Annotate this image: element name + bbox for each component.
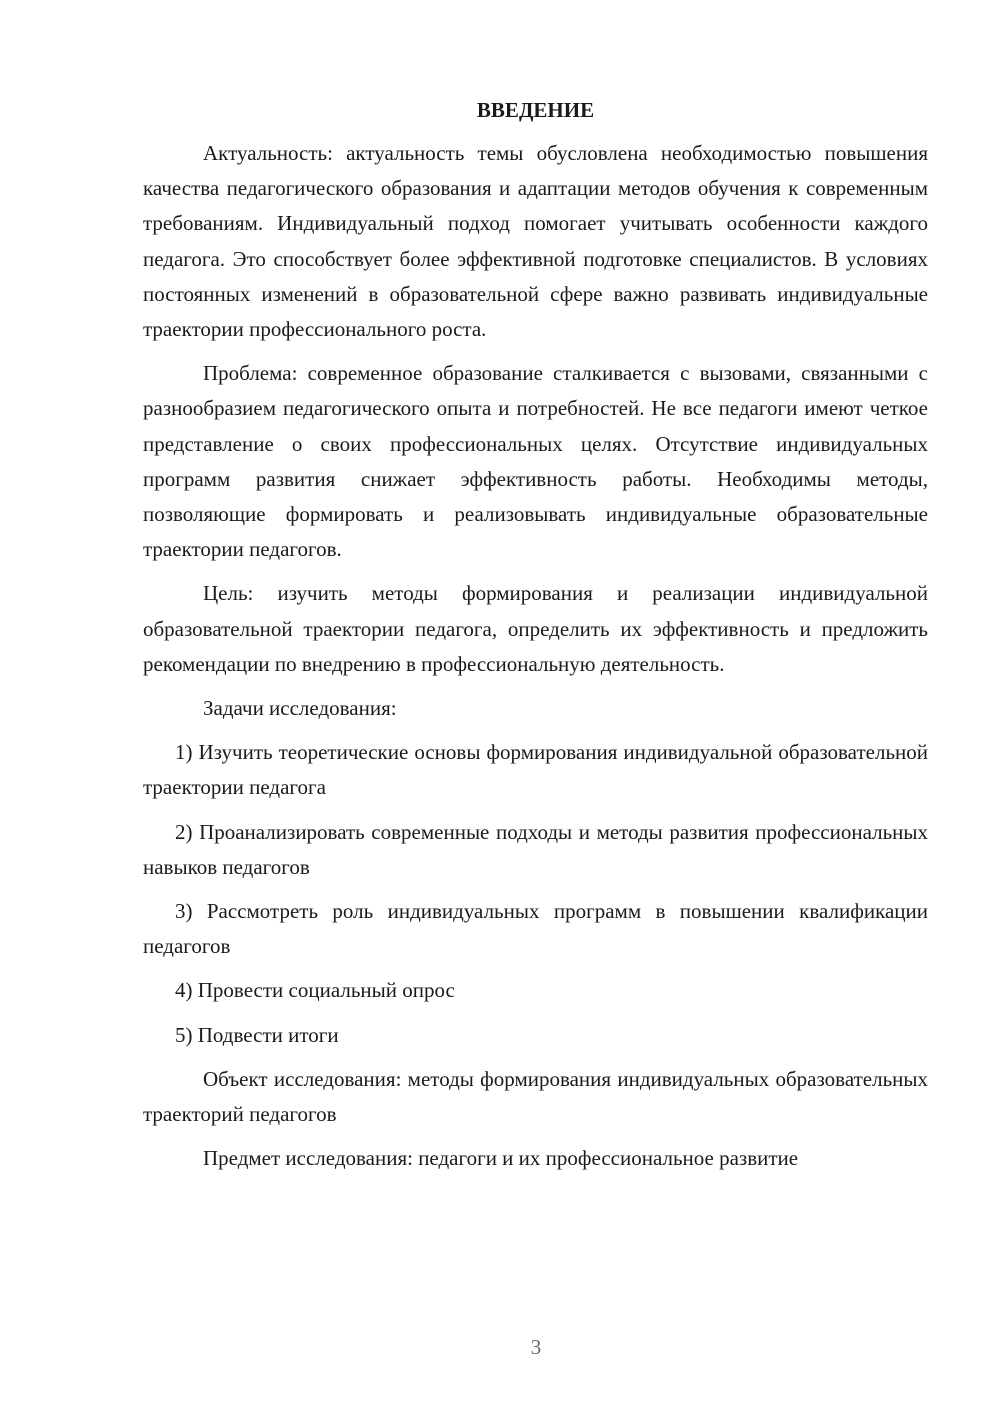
problem-paragraph: Проблема: современное образование сталкивается с вызовами, связанными с разнообразием педагогического опыта и потребностей. Не все педагоги имеют четкое представление о своих профессиональных целях. Отсутствие индивидуальных программ развития снижает эффективность работы. Необходимы методы, позволяющие формировать и реализовывать индивидуальные образовательные траектории педагогов.: [143, 361, 928, 562]
list-item: 4) Провести социальный опрос: [175, 978, 455, 1003]
tasks-list: [143, 735, 928, 1053]
page-number: 3: [530, 1335, 542, 1359]
page-content: [143, 94, 928, 1185]
relevance-paragraph: Актуальность: актуальность темы обусловлена необходимостью повышения качества педагогического образования и адаптации методов обучения к современным требованиям. Индивидуальный подход помогает учитывать особенности каждого педагога. Это способствует более эффективной подготовке специалистов. В условиях постоянных изменений в образовательной сфере важно развивать индивидуальные траектории профессионального роста.: [143, 141, 928, 342]
section-title: ВВЕДЕНИЕ: [476, 98, 595, 122]
goal-paragraph: Цель: изучить методы формирования и реализации индивидуальной образовательной траектории педагога, определить их эффективность и предложить рекомендации по внедрению в профессиональную деятельность.: [143, 581, 928, 676]
list-item: 2) Проанализировать современные подходы и методы развития профессиональных навыков педагогов: [143, 819, 928, 879]
list-item: 5) Подвести итоги: [175, 1022, 339, 1047]
subject-paragraph: Предмет исследования: педагоги и их профессиональное развитие: [203, 1146, 799, 1171]
tasks-heading: Задачи исследования:: [203, 696, 397, 721]
list-item: 1) Изучить теоретические основы формирования индивидуальной образовательной траектории педагога: [143, 740, 928, 800]
list-item: 3) Рассмотреть роль индивидуальных программ в повышении квалификации педагогов: [143, 899, 928, 959]
object-paragraph: Объект исследования: методы формирования индивидуальных образовательных траекторий педагогов: [143, 1066, 928, 1127]
